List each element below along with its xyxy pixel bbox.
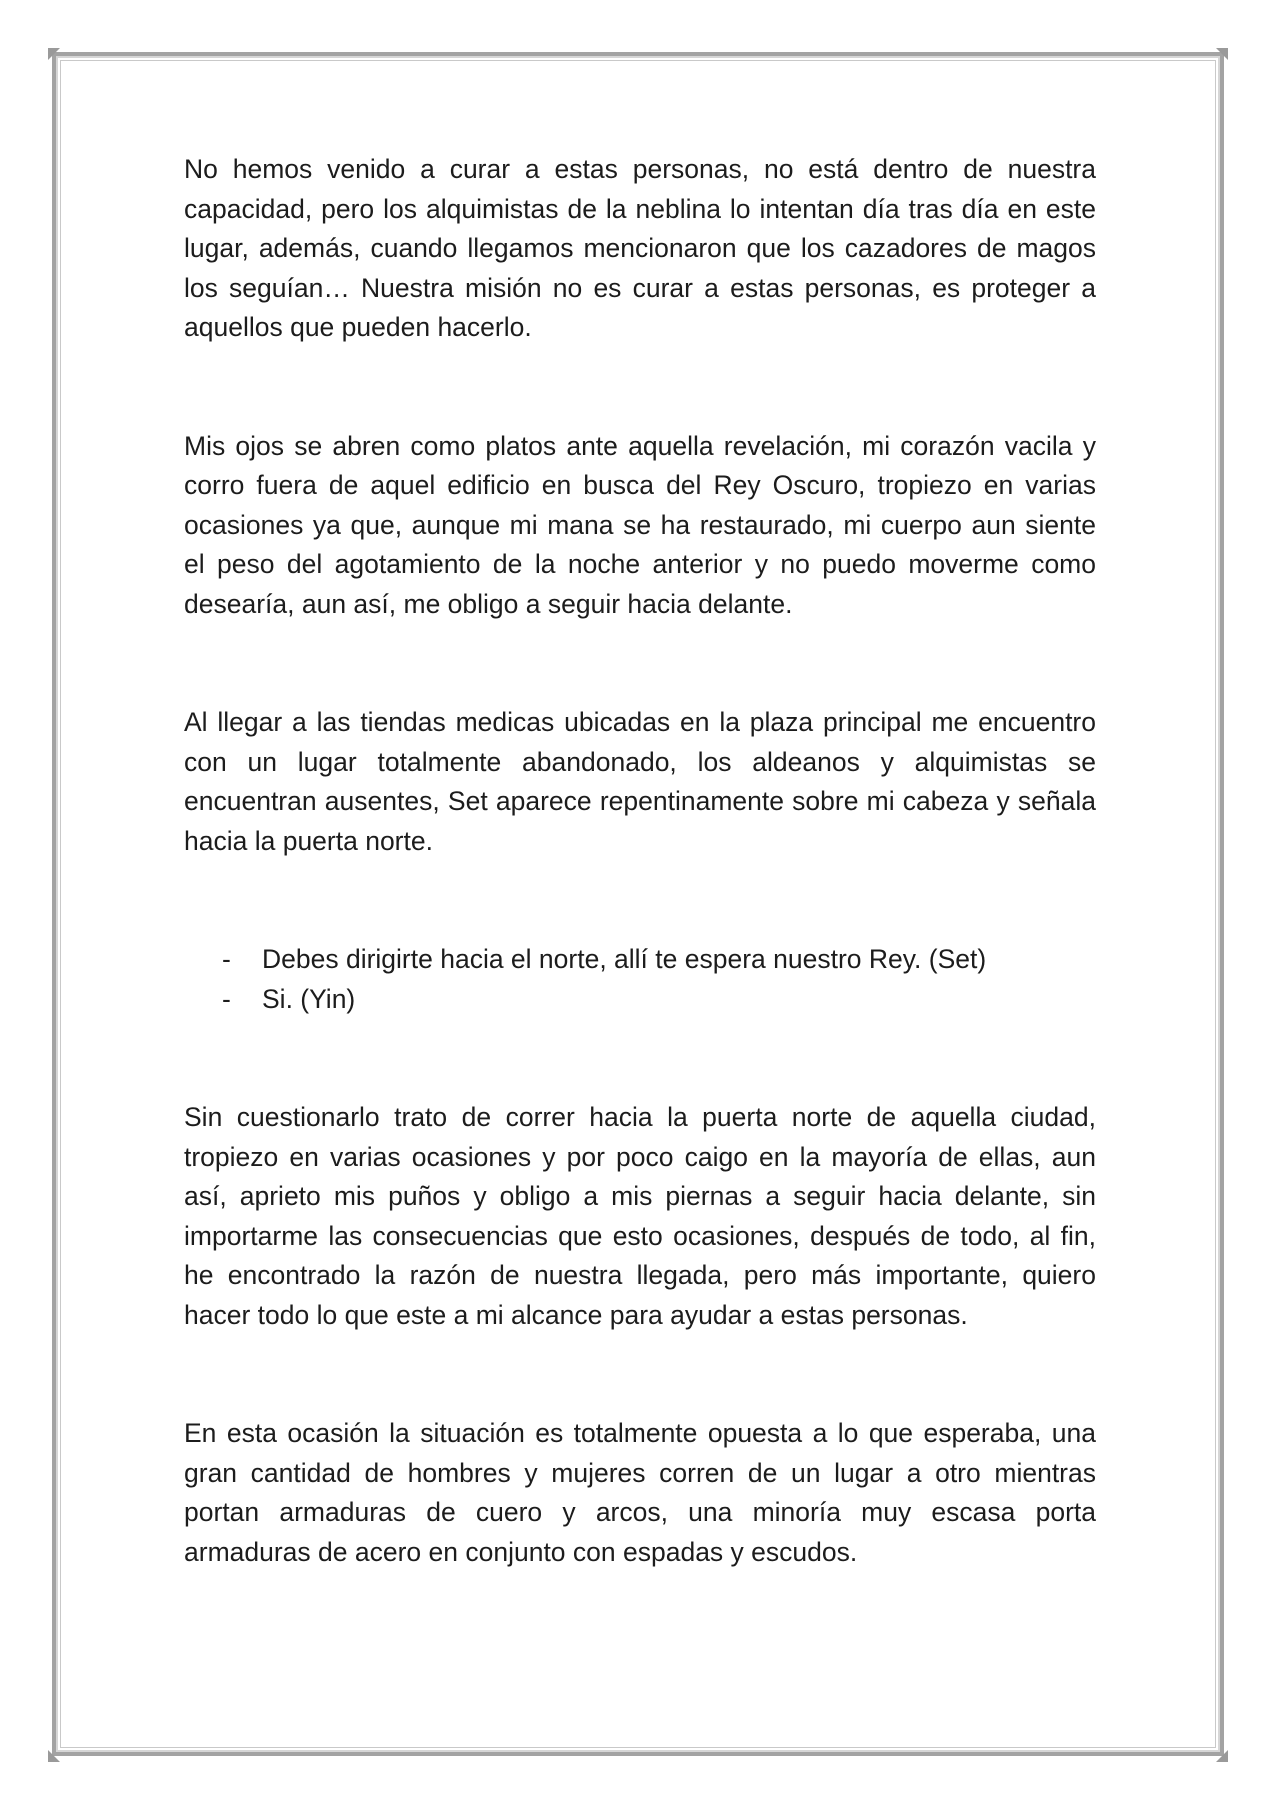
paragraph: En esta ocasión la situación es totalmente opuesta a lo que esperaba, una gran cantidad de hombres y mujeres corren de un lugar a otro mientras portan armaduras de cuero y arcos, una minoría muy escasa porta armaduras de acero en conjunto con espadas y escudos. (184, 1418, 1096, 1567)
paragraph: Al llegar a las tiendas medicas ubicadas en la plaza principal me encuentro con un lugar totalmente abandonado, los aldeanos y alquimistas se encuentran ausentes, Set aparece repentinamente sobre mi cabeza y señala hacia la puerta norte. (184, 707, 1096, 856)
dialogue-line (184, 940, 1096, 980)
dialogue-list (184, 940, 1096, 1019)
corner-ornament-icon (48, 48, 60, 60)
document-body (184, 150, 1096, 1572)
corner-ornament-icon (1216, 48, 1228, 60)
corner-ornament-icon (48, 1750, 60, 1762)
paragraph: Mis ojos se abren como platos ante aquella revelación, mi corazón vacila y corro fuera de aquel edificio en busca del Rey Oscuro, tropiezo en varias ocasiones ya que, aunque mi mana se ha restaurado, mi cuerpo aun siente el peso del agotamiento de la noche anterior y no puedo moverme como desearía, aun así, me obligo a seguir hacia delante. (184, 430, 1096, 619)
dialogue-text: Debes dirigirte hacia el norte, allí te espera nuestro Rey. (Set) (262, 944, 987, 974)
dialogue-text: Si. (Yin) (262, 983, 356, 1014)
dash-bullet-icon: - (222, 983, 231, 1014)
dash-bullet-icon: - (222, 944, 231, 974)
paragraph: Sin cuestionarlo trato de correr hacia la puerta norte de aquella ciudad, tropiezo en varias ocasiones y por poco caigo en la mayoría de ellas, aun así, aprieto mis puños y obligo a mis piernas a seguir hacia delante, sin importarme las consecuencias que esto ocasiones, después de todo, al fin, he encontrado la razón de nuestra llegada, pero más importante, quiero hacer todo lo que este a mi alcance para ayudar a estas personas. (184, 1102, 1096, 1330)
dialogue-line (184, 980, 1096, 1020)
paragraph: No hemos venido a curar a estas personas, no está dentro de nuestra capacidad, pero los alquimistas de la neblina lo intentan día tras día en este lugar, además, cuando llegamos mencionaron que los cazadores de magos los seguían… Nuestra misión no es curar a estas personas, es proteger a aquellos que pueden hacerlo. (184, 154, 1096, 342)
corner-ornament-icon (1216, 1750, 1228, 1762)
